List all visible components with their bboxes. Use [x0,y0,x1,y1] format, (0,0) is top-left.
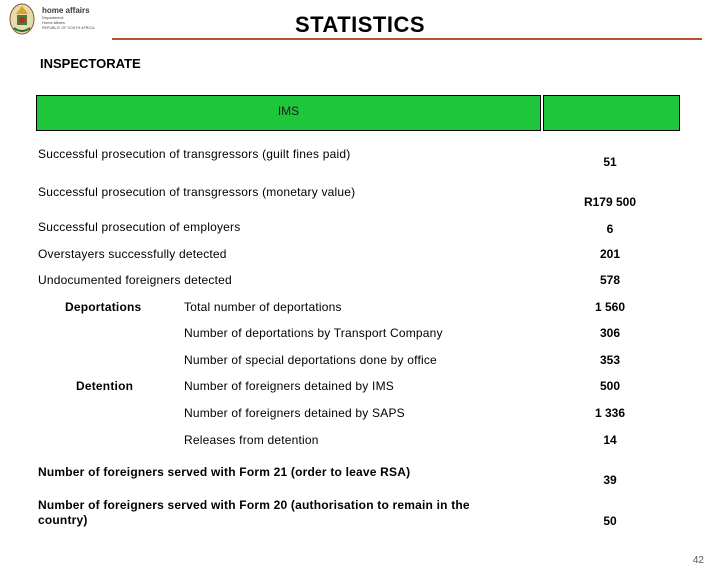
ims-header-label: IMS [277,104,300,118]
row-label: Successful prosecution of transgressors (monetary value) [38,185,356,199]
form21-label: Number of foreigners served with Form 21 (order to leave RSA) [38,465,411,479]
form20-value: 50 [603,514,617,528]
section-subtitle: INSPECTORATE [40,56,141,71]
logo-brand: home affairs [42,6,90,15]
row-value: 201 [599,247,621,261]
detention-row-label: Releases from detention [184,433,319,447]
row-value: 578 [599,273,621,287]
deportation-row-value: 353 [599,353,621,367]
deportation-row-value: 1 560 [594,300,626,314]
row-label: Successful prosecution of transgressors (guilt fines paid) [38,147,351,161]
deportation-row-label: Total number of deportations [184,300,342,314]
row-value: 51 [603,155,617,169]
value-header-bar [543,95,680,131]
page-title: STATISTICS [294,12,426,37]
form21-value: 39 [603,473,617,487]
row-value: R179 500 [583,195,637,209]
detention-row-label: Number of foreigners detained by SAPS [184,406,405,420]
row-label: Overstayers successfully detected [38,247,227,261]
title-underline [112,38,702,40]
detention-row-value: 500 [599,379,621,393]
logo-department: Department: Home Affairs [42,15,65,25]
detention-row-value: 1 336 [594,406,626,420]
deportation-row-value: 306 [599,326,621,340]
row-value: 6 [606,222,614,236]
row-label: Successful prosecution of employers [38,220,241,234]
deportation-row-label: Number of deportations by Transport Company [184,326,443,340]
deportation-row-label: Number of special deportations done by office [184,353,437,367]
row-label: Undocumented foreigners detected [38,273,232,287]
detention-row-value: 14 [603,433,617,447]
logo-country: REPUBLIC OF SOUTH AFRICA [42,26,95,30]
detention-row-label: Number of foreigners detained by IMS [184,379,394,393]
form20-label: Number of foreigners served with Form 20 (authorisation to remain in the country) [38,498,470,527]
detention-group-label: Detention [76,379,134,393]
page-number: 42 [692,555,704,566]
deportations-group-label: Deportations [65,300,142,314]
